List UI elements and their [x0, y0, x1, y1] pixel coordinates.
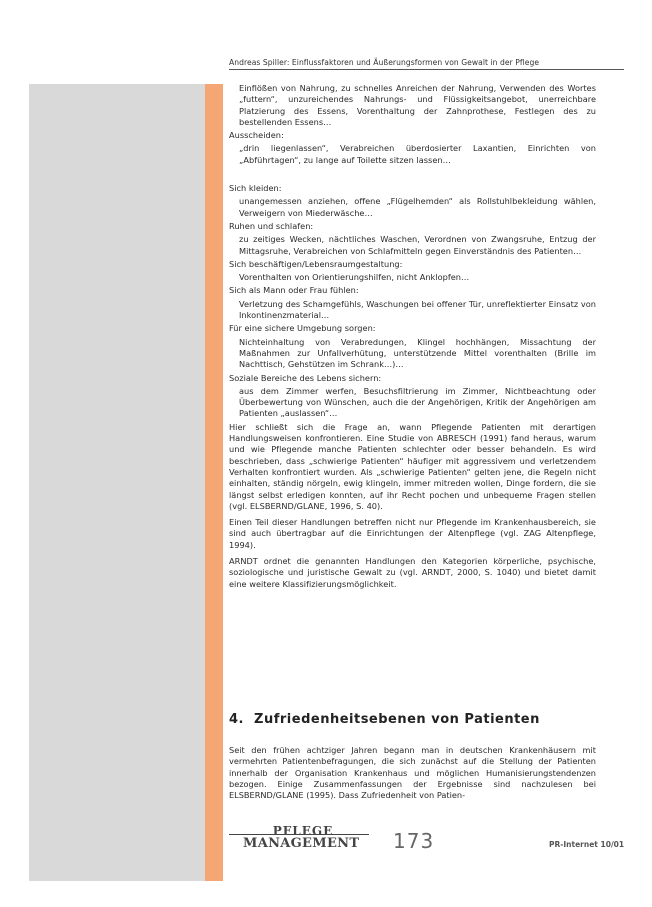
category-label: Ruhen und schlafen: — [229, 220, 314, 231]
category-text: unangemessen anziehen, offene „Flügelhemden“ als Rollstuhlbekleidung wählen, Verweigern von Miederwäsche… — [239, 196, 596, 218]
category-text: Nichteinhaltung von Verabredungen, Klingel hochhängen, Missachtung der Maßnahmen zur Unfallverhütung, unterstützende Mittel vorenthalten (Brille im Nachttisch, Gehstützen im Schrank…)… — [239, 336, 596, 370]
accent-bar — [205, 84, 223, 881]
category-text: aus dem Zimmer werfen, Besuchsfiltrierung im Zimmer, Nichtbeachtung oder Überbewertung von Wünschen, auch die der Angehörigen, Kritik der Angehörigen am Patienten „auslassen“… — [239, 385, 596, 419]
logo-line-2: MANAGEMENT — [243, 836, 360, 851]
section-text: Seit den frühen achtziger Jahren begann man in deutschen Krankenhäusern mit vermehrten Patientenbefragungen, die sich zunächst auf die Stellung der Patienten innerhalb der Organisation Krankenhaus und möglichen Humanisierungstendenzen bezogen. Einige Zusammenfassungen der Ergebnisse sind nachzulesen bei ELSBERND/GLANE (1995). Dass Zufriedenheit von Patien- — [229, 745, 596, 801]
category-text: „drin liegenlassen“, Verabreichen überdosierter Laxantien, Einrichten von „Abführtagen“, zu lange auf Toilette sitzen lassen… — [239, 143, 596, 165]
category-label: Sich kleiden: — [229, 183, 282, 194]
category-text: Vorenthalten von Orientierungshilfen, nicht Anklopfen… — [239, 272, 470, 283]
page-number: 173 — [393, 829, 435, 853]
category-label: Soziale Bereiche des Lebens sichern: — [229, 372, 382, 383]
logo-line-1: PFLEGE — [272, 824, 334, 838]
category-label: Für eine sichere Umgebung sorgen: — [229, 323, 376, 334]
category-label: Sich als Mann oder Frau fühlen: — [229, 285, 359, 296]
journal-logo — [243, 826, 363, 850]
body-paragraph: Hier schließt sich die Frage an, wann Pflegende Patienten mit derartigen Handlungsweisen konfrontieren. Eine Studie von ABRESCH (1991) fand heraus, warum und wie Pflegende manche Patienten schlechter oder besser behandeln. Es wird beschrieben, dass „schwierige Patienten“ häufiger mit aggressivem und verletzendem Verhalten konfrontiert wurden. Als „schwierige Patienten“ gelten jene, die Regeln nicht einhalten, ständig nörgeln, ewig klingeln, immer mitreden wollen, Dinge fordern, die sie längst selbst erledigen konnten, auf ihr Recht pochen und unbequeme Fragen stellen (vgl. ELSBERND/GLANE, 1996, S. 40). — [229, 421, 596, 511]
running-header: Andreas Spiller: Einflussfaktoren und Äußerungsformen von Gewalt in der Pflege — [229, 58, 624, 70]
margin-panel — [29, 84, 205, 881]
body-paragraph: Einen Teil dieser Handlungen betreffen nicht nur Pflegende im Krankenhausbereich, sie sind auch übertragbar auf die Einrichtungen der Altenpflege (vgl. ZAG Altenpflege, 1994). — [229, 517, 596, 550]
category-text: Verletzung des Schamgefühls, Waschungen bei offener Tür, unreflektierter Einsatz von Inkontinenzmaterial… — [239, 298, 596, 321]
category-label: Ausscheiden: — [229, 130, 284, 141]
section-title: Zufriedenheitsebenen von Patienten — [254, 712, 540, 727]
body-paragraph: ARNDT ordnet die genannten Handlungen den Kategorien körperliche, psychische, soziologische und juristische Gewalt zu (vgl. ARNDT, 2000, S. 1040) und bietet damit eine weitere Klassifizierungsmöglichkeit. — [229, 555, 596, 589]
category-label: Sich beschäftigen/Lebensraumgestaltung: — [229, 258, 403, 269]
body-text — [229, 83, 596, 595]
section-number: 4. — [229, 712, 244, 727]
intro-paragraph: Einflößen von Nahrung, zu schnelles Anreichen der Nahrung, Verwenden des Wortes „futtern“, unzureichendes Nahrungs- und Flüssigkeitsangebot, unerreichbare Platzierung des Essens, Vorenthaltung der Zahnprothese, Festlegen des zu bestellenden Essens… — [239, 83, 596, 127]
issue-label: PR-Internet 10/01 — [549, 840, 625, 849]
category-text: zu zeitiges Wecken, nächtliches Waschen, Verordnen von Zwangsruhe, Entzug der Mittagsruhe, Verabreichen von Schlafmitteln gegen Einverständnis des Patienten… — [239, 234, 596, 256]
section-heading — [229, 712, 596, 727]
spacer — [229, 168, 596, 182]
